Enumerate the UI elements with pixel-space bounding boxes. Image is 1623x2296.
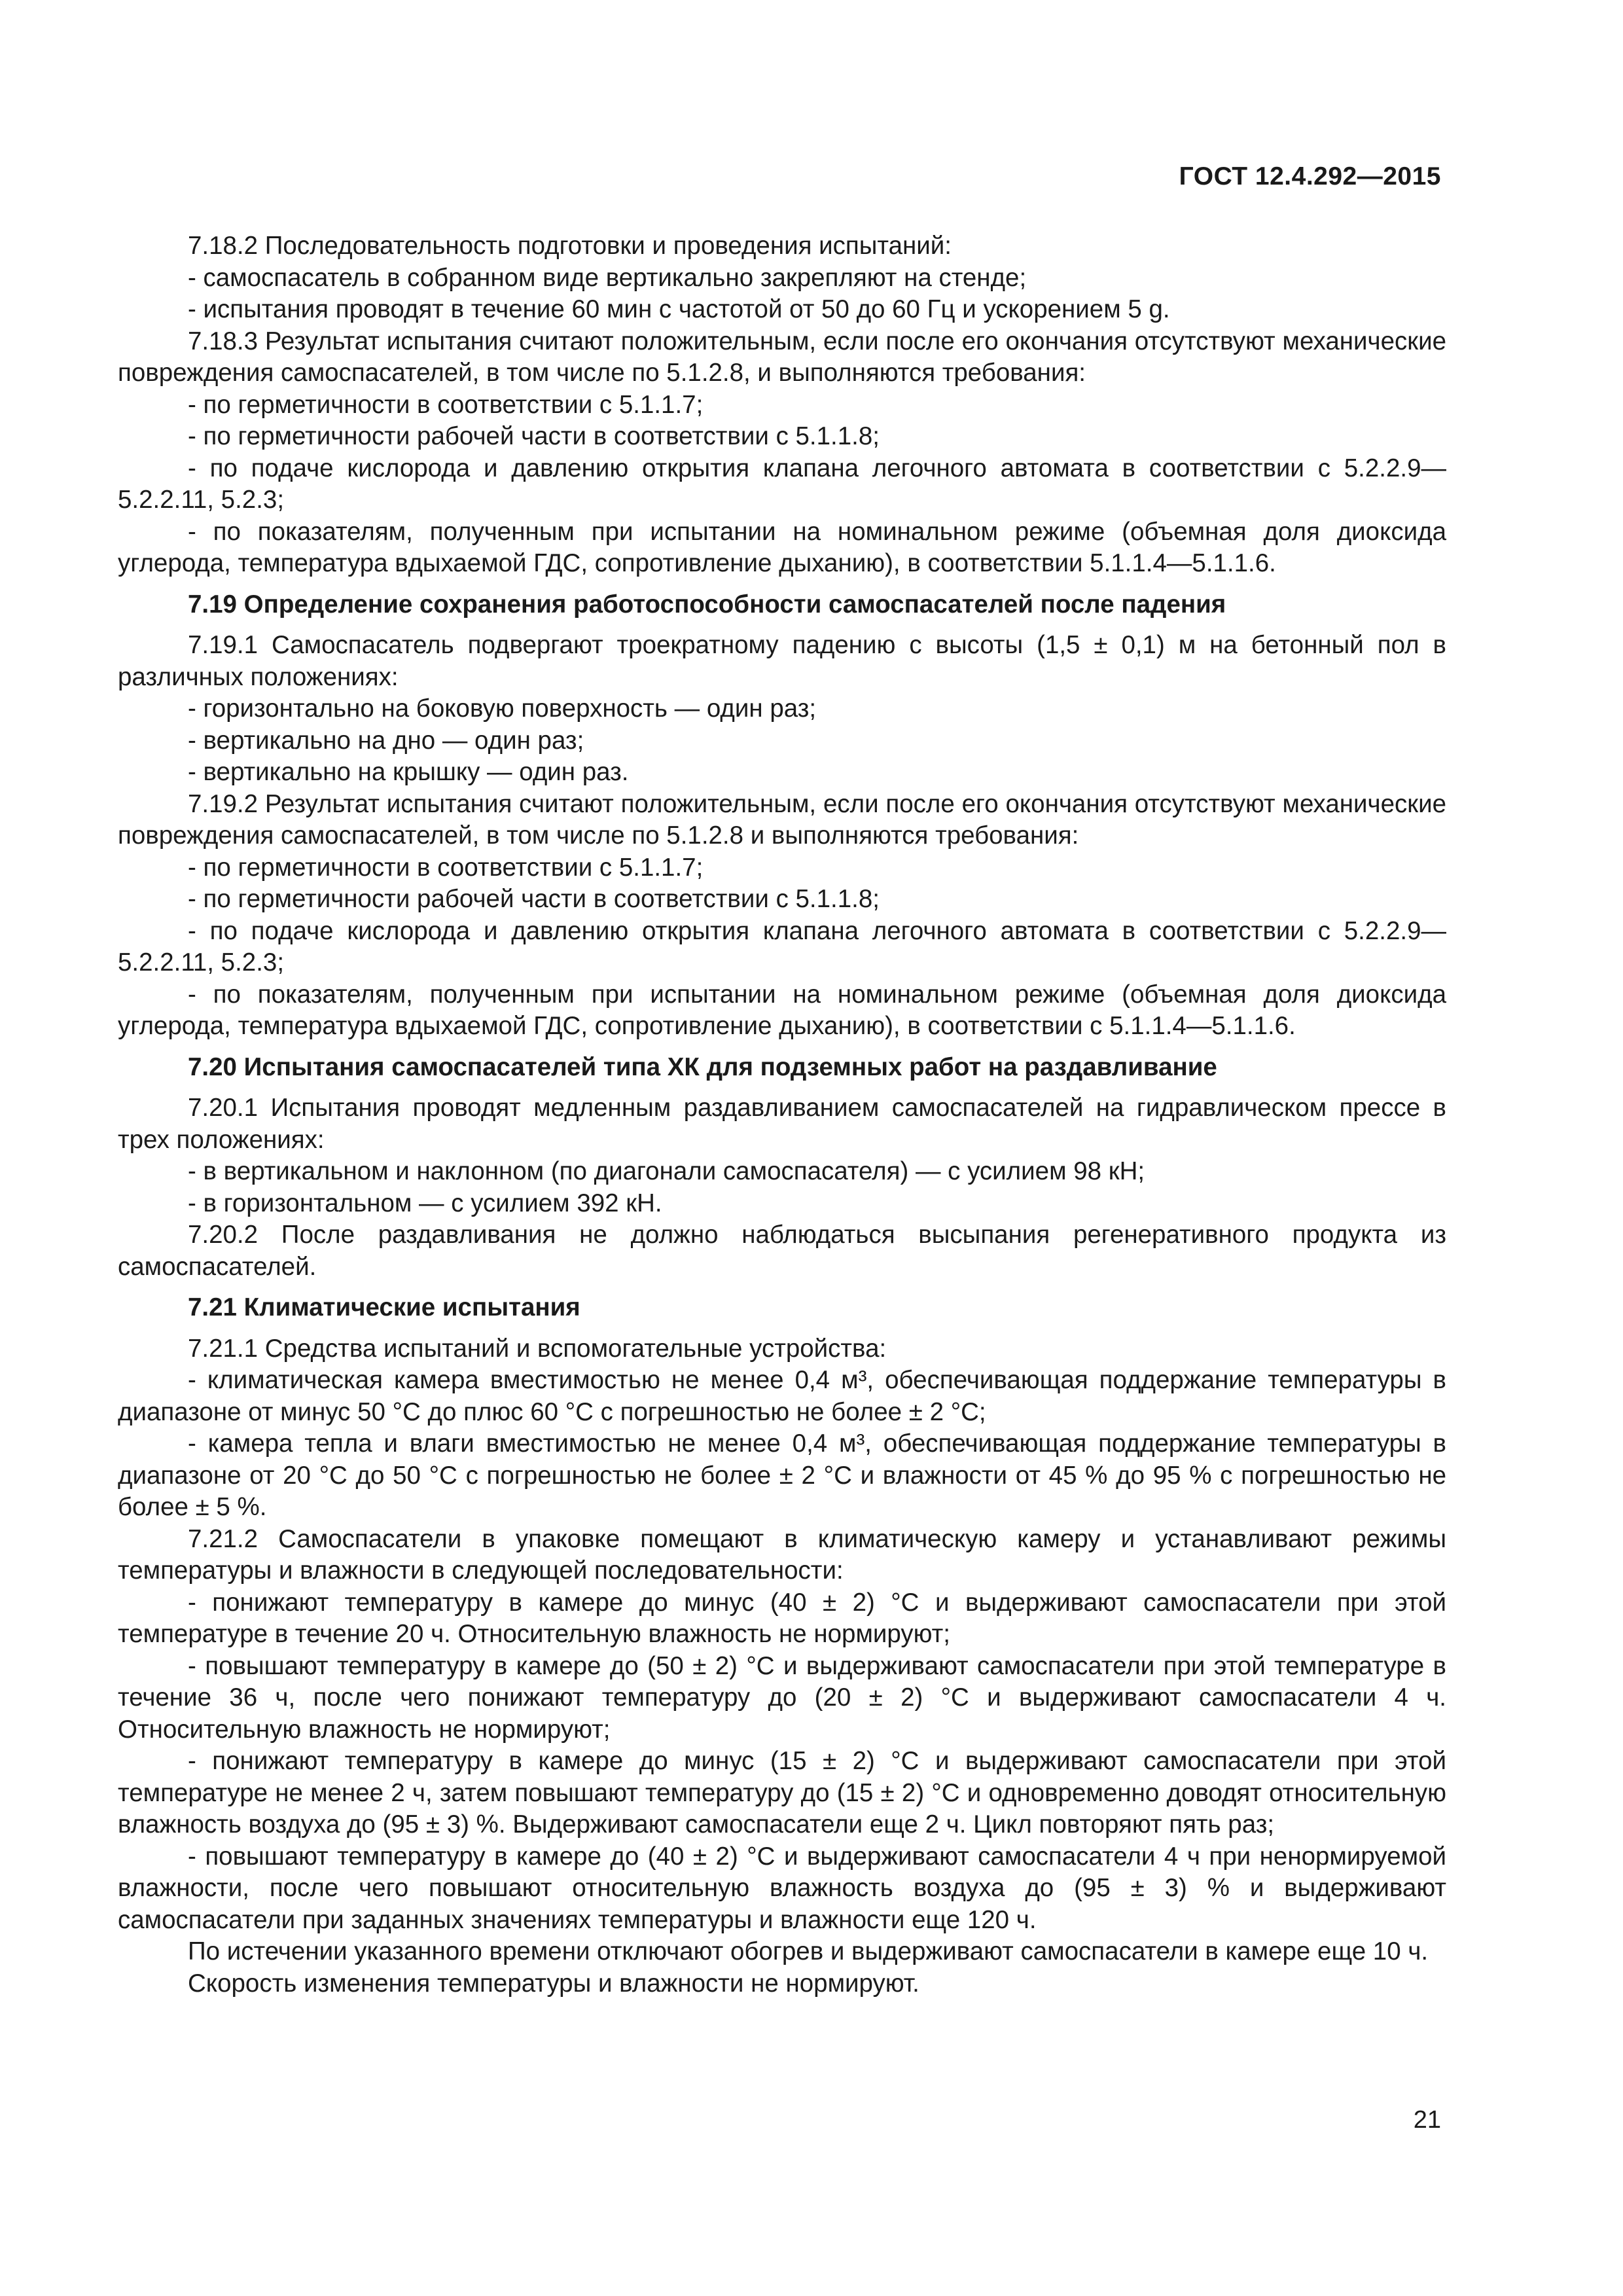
- list-item: - по герметичности рабочей части в соответствии с 5.1.1.8;: [188, 885, 880, 913]
- document-body: [118, 230, 1446, 2000]
- list-item: - в вертикальном и наклонном (по диагонали самоспасателя) — с усилием 98 кН;: [188, 1157, 1145, 1185]
- paragraph: 7.20.1 Испытания проводят медленным раздавливанием самоспасателей на гидравлическом прессе в трех положениях:: [118, 1094, 1446, 1154]
- list-item: - повышают температуру в камере до (40 ± 2) °С и выдерживают самоспасатели 4 ч при ненормируемой влажности, после чего повышают относительную влажность воздуха до (95 ± 3) % и выдерживают самоспасатели при заданных значениях температуры и влажности еще 120 ч.: [118, 1842, 1446, 1934]
- list-item: - повышают температуру в камере до (50 ± 2) °С и выдерживают самоспасатели при этой температуре в течение 36 ч, после чего понижают температуру до (20 ± 2) °С и выдерживают самоспасатели 4 ч. Относительную влажность не нормируют;: [118, 1651, 1446, 1744]
- list-item: - горизонтально на боковую поверхность — один раз;: [188, 694, 817, 723]
- page-number: 21: [1413, 2106, 1441, 2134]
- paragraph: 7.19.2 Результат испытания считают положительным, если после его окончания отсутствуют механические повреждения самоспасателей, в том числе по 5.1.2.8 и выполняются требования:: [118, 789, 1446, 850]
- paragraph: 7.18.2 Последовательность подготовки и проведения испытаний:: [188, 232, 952, 260]
- list-item: - вертикально на дно — один раз;: [188, 726, 584, 755]
- paragraph: 7.21.2 Самоспасатели в упаковке помещают в климатическую камеру и устанавливают режимы температуры и влажности в следующей последовательности:: [118, 1524, 1446, 1585]
- paragraph: Скорость изменения температуры и влажности не нормируют.: [188, 1969, 919, 1998]
- list-item: - по подаче кислорода и давлению открытия клапана легочного автомата в соответствии с 5.2.2.9—5.2.2.11, 5.2.3;: [118, 454, 1446, 514]
- list-item: - по герметичности рабочей части в соответствии с 5.1.1.8;: [188, 422, 880, 450]
- section-heading: 7.19 Определение сохранения работоспособности самоспасателей после падения: [188, 590, 1226, 619]
- list-item: - по герметичности в соответствии с 5.1.1.7;: [188, 390, 704, 419]
- paragraph: По истечении указанного времени отключают обогрев и выдерживают самоспасатели в камере еще 10 ч.: [188, 1937, 1429, 1965]
- list-item: - испытания проводят в течение 60 мин с частотой от 50 до 60 Гц и ускорением 5 g.: [188, 295, 1170, 323]
- paragraph: 7.21.1 Средства испытаний и вспомогательные устройства:: [188, 1334, 887, 1363]
- list-item: - по показателям, полученным при испытании на номинальном режиме (объемная доля диоксида углерода, температура вдыхаемой ГДС, сопротивление дыханию), в соответствии 5.1.1.4—5.1.1.6.: [118, 517, 1446, 577]
- list-item: - климатическая камера вместимостью не менее 0,4 м³, обеспечивающая поддержание температуры в диапазоне от минус 50 °С до плюс 60 °С с погрешностью не более ± 2 °С;: [118, 1366, 1446, 1426]
- paragraph: 7.18.3 Результат испытания считают положительным, если после его окончания отсутствуют механические повреждения самоспасателей, в том числе по 5.1.2.8, и выполняются требования:: [118, 327, 1446, 387]
- list-item: - понижают температуру в камере до минус (15 ± 2) °С и выдерживают самоспасатели при этой температуре не менее 2 ч, затем повышают температуру до (15 ± 2) °С и одновременно доводят относительную влажность воздуха до (95 ± 3) %. Выдерживают самоспасатели еще 2 ч. Цикл повторяют пять раз;: [118, 1747, 1446, 1839]
- paragraph: 7.19.1 Самоспасатель подвергают троекратному падению с высоты (1,5 ± 0,1) м на бетонный пол в различных положениях:: [118, 631, 1446, 691]
- list-item: - камера тепла и влаги вместимостью не менее 0,4 м³, обеспечивающая поддержание температуры в диапазоне от 20 °С до 50 °С с погрешностью не более ± 2 °С и влажности от 45 % до 95 % с погрешностью не более ± 5 %.: [118, 1429, 1446, 1521]
- list-item: - по показателям, полученным при испытании на номинальном режиме (объемная доля диоксида углерода, температура вдыхаемой ГДС, сопротивление дыханию), в соответствии с 5.1.1.4—5.1.1.6.: [118, 980, 1446, 1040]
- list-item: - самоспасатель в собранном виде вертикально закрепляют на стенде;: [188, 263, 1027, 292]
- section-heading: 7.20 Испытания самоспасателей типа ХК для подземных работ на раздавливание: [188, 1052, 1217, 1081]
- document-header: ГОСТ 12.4.292—2015: [1179, 162, 1441, 190]
- section-heading: 7.21 Климатические испытания: [188, 1293, 580, 1321]
- list-item: - понижают температуру в камере до минус (40 ± 2) °С и выдерживают самоспасатели при этой температуре в течение 20 ч. Относительную влажность не нормируют;: [118, 1588, 1446, 1648]
- paragraph: 7.20.2 После раздавливания не должно наблюдаться высыпания регенеративного продукта из самоспасателей.: [118, 1221, 1446, 1281]
- list-item: - по подаче кислорода и давлению открытия клапана легочного автомата в соответствии с 5.2.2.9—5.2.2.11, 5.2.3;: [118, 916, 1446, 977]
- list-item: - по герметичности в соответствии с 5.1.1.7;: [188, 853, 704, 882]
- list-item: - в горизонтальном — с усилием 392 кН.: [188, 1189, 662, 1217]
- list-item: - вертикально на крышку — один раз.: [188, 758, 629, 786]
